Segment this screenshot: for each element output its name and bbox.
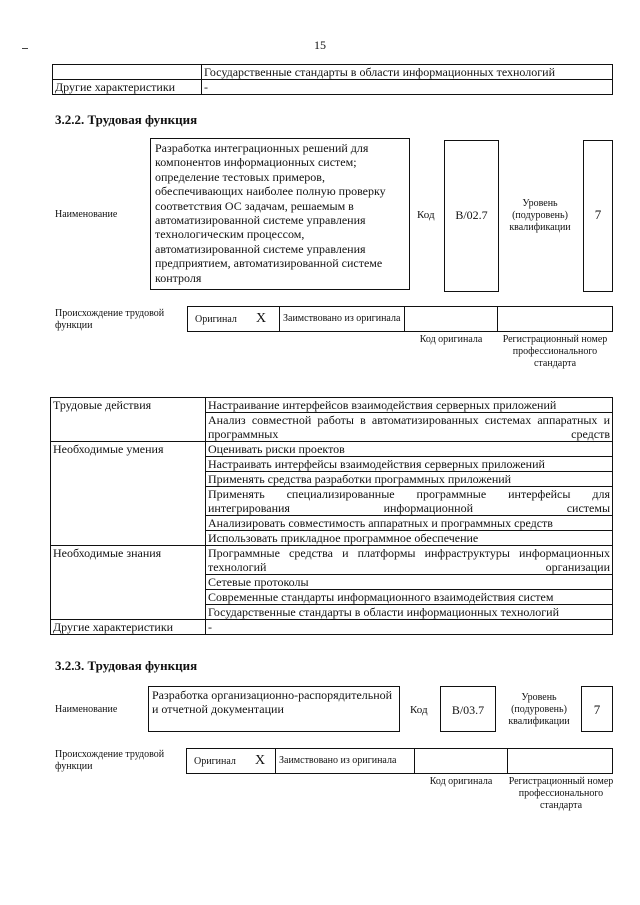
top-table-row1-value: Государственные стандарты в области информационных технологий xyxy=(202,65,613,80)
s323-origin-label: Происхождение трудовой функции xyxy=(55,749,165,772)
s323-reg-number-label: Регистрационный номер профессионального стандарта xyxy=(508,776,614,811)
top-table-row2-value: - xyxy=(202,80,613,95)
knowledge-item: Государственные стандарты в области информационных технологий xyxy=(206,605,613,620)
knowledge-item: Современные стандарты информационного взаимодействия систем xyxy=(206,590,613,605)
s322-borrowed-cell xyxy=(279,306,405,332)
s323-original-label: Оригинал xyxy=(194,756,236,767)
s322-original-mark: X xyxy=(256,311,267,326)
top-table-row2-label: Другие характеристики xyxy=(53,80,202,95)
s322-code-label: Код xyxy=(417,209,435,221)
s323-level-label: Уровень (подуровень) квалификации xyxy=(508,692,570,727)
scan-mark xyxy=(22,48,28,49)
s322-original-label: Оригинал xyxy=(195,314,237,325)
s322-code-original-cell xyxy=(404,306,498,332)
skill-item: Настраивать интерфейсы взаимодействия серверных приложений xyxy=(206,457,613,472)
s323-code-original-cell xyxy=(414,748,508,774)
page-number: 15 xyxy=(314,38,326,52)
s323-reg-number-cell xyxy=(507,748,613,774)
knowledge-item: Программные средства и платформы инфраструктуры информационных технологий организации xyxy=(206,546,613,575)
s323-name-value: Разработка организационно-распорядительной и отчетной документации xyxy=(148,686,400,732)
s322-level-label: Уровень (подуровень) квалификации xyxy=(509,198,571,233)
s323-borrowed-label: Заимствовано из оригинала xyxy=(279,755,397,766)
s323-original-mark: X xyxy=(255,753,266,768)
other-label: Другие характеристики xyxy=(51,620,206,635)
s322-origin-label: Происхождение трудовой функции xyxy=(55,308,165,331)
s323-level-value: 7 xyxy=(581,686,613,732)
skill-item: Применять средства разработки программных приложений xyxy=(206,472,613,487)
s322-reg-number-label: Регистрационный номер профессионального стандарта xyxy=(502,334,608,369)
s322-original-cell xyxy=(187,306,280,332)
other-value: - xyxy=(206,620,613,635)
skill-item: Анализировать совместимость аппаратных и программных средств xyxy=(206,516,613,531)
skill-item: Применять специализированные программные интерфейсы для интегрирования информационной системы xyxy=(206,487,613,516)
s322-level-value: 7 xyxy=(583,140,613,292)
s322-code-value: B/02.7 xyxy=(444,140,499,292)
section-322-heading: 3.2.2. Трудовая функция xyxy=(55,112,198,127)
s322-reg-number-cell xyxy=(497,306,613,332)
s323-original-cell xyxy=(186,748,276,774)
skill-item: Использовать прикладное программное обеспечение xyxy=(206,531,613,546)
detail-table xyxy=(50,397,613,635)
s323-code-original-label: Код оригинала xyxy=(429,776,493,787)
s322-borrowed-label: Заимствовано из оригинала xyxy=(283,313,401,324)
s322-name-value: Разработка интеграционных решений для компонентов информационных систем; определение тестовых примеров, обеспечивающих наиболее полную проверку соответствия ОС задачам, решаемым в автоматизированной системе управления технологическим процессом, автоматизированной системе управления предприятием, автоматизированной системе контроля xyxy=(150,138,410,290)
knowledge-item: Сетевые протоколы xyxy=(206,575,613,590)
skills-label: Необходимые умения xyxy=(51,442,206,546)
s323-name-label: Наименование xyxy=(55,704,118,715)
skill-item: Оценивать риски проектов xyxy=(206,442,613,457)
actions-label: Трудовые действия xyxy=(51,398,206,442)
s323-borrowed-cell xyxy=(275,748,415,774)
section-323-heading: 3.2.3. Трудовая функция xyxy=(55,658,198,673)
s322-code-original-label: Код оригинала xyxy=(419,334,483,345)
s323-code-value: B/03.7 xyxy=(440,686,496,732)
top-table xyxy=(52,64,613,95)
s322-name-label: Наименование xyxy=(55,209,118,220)
action-item: Настраивание интерфейсов взаимодействия серверных приложений xyxy=(206,398,613,413)
knowledge-label: Необходимые знания xyxy=(51,546,206,620)
s323-code-label: Код xyxy=(410,704,428,716)
action-item: Анализ совместной работы в автоматизированных системах аппаратных и программных средств xyxy=(206,413,613,442)
